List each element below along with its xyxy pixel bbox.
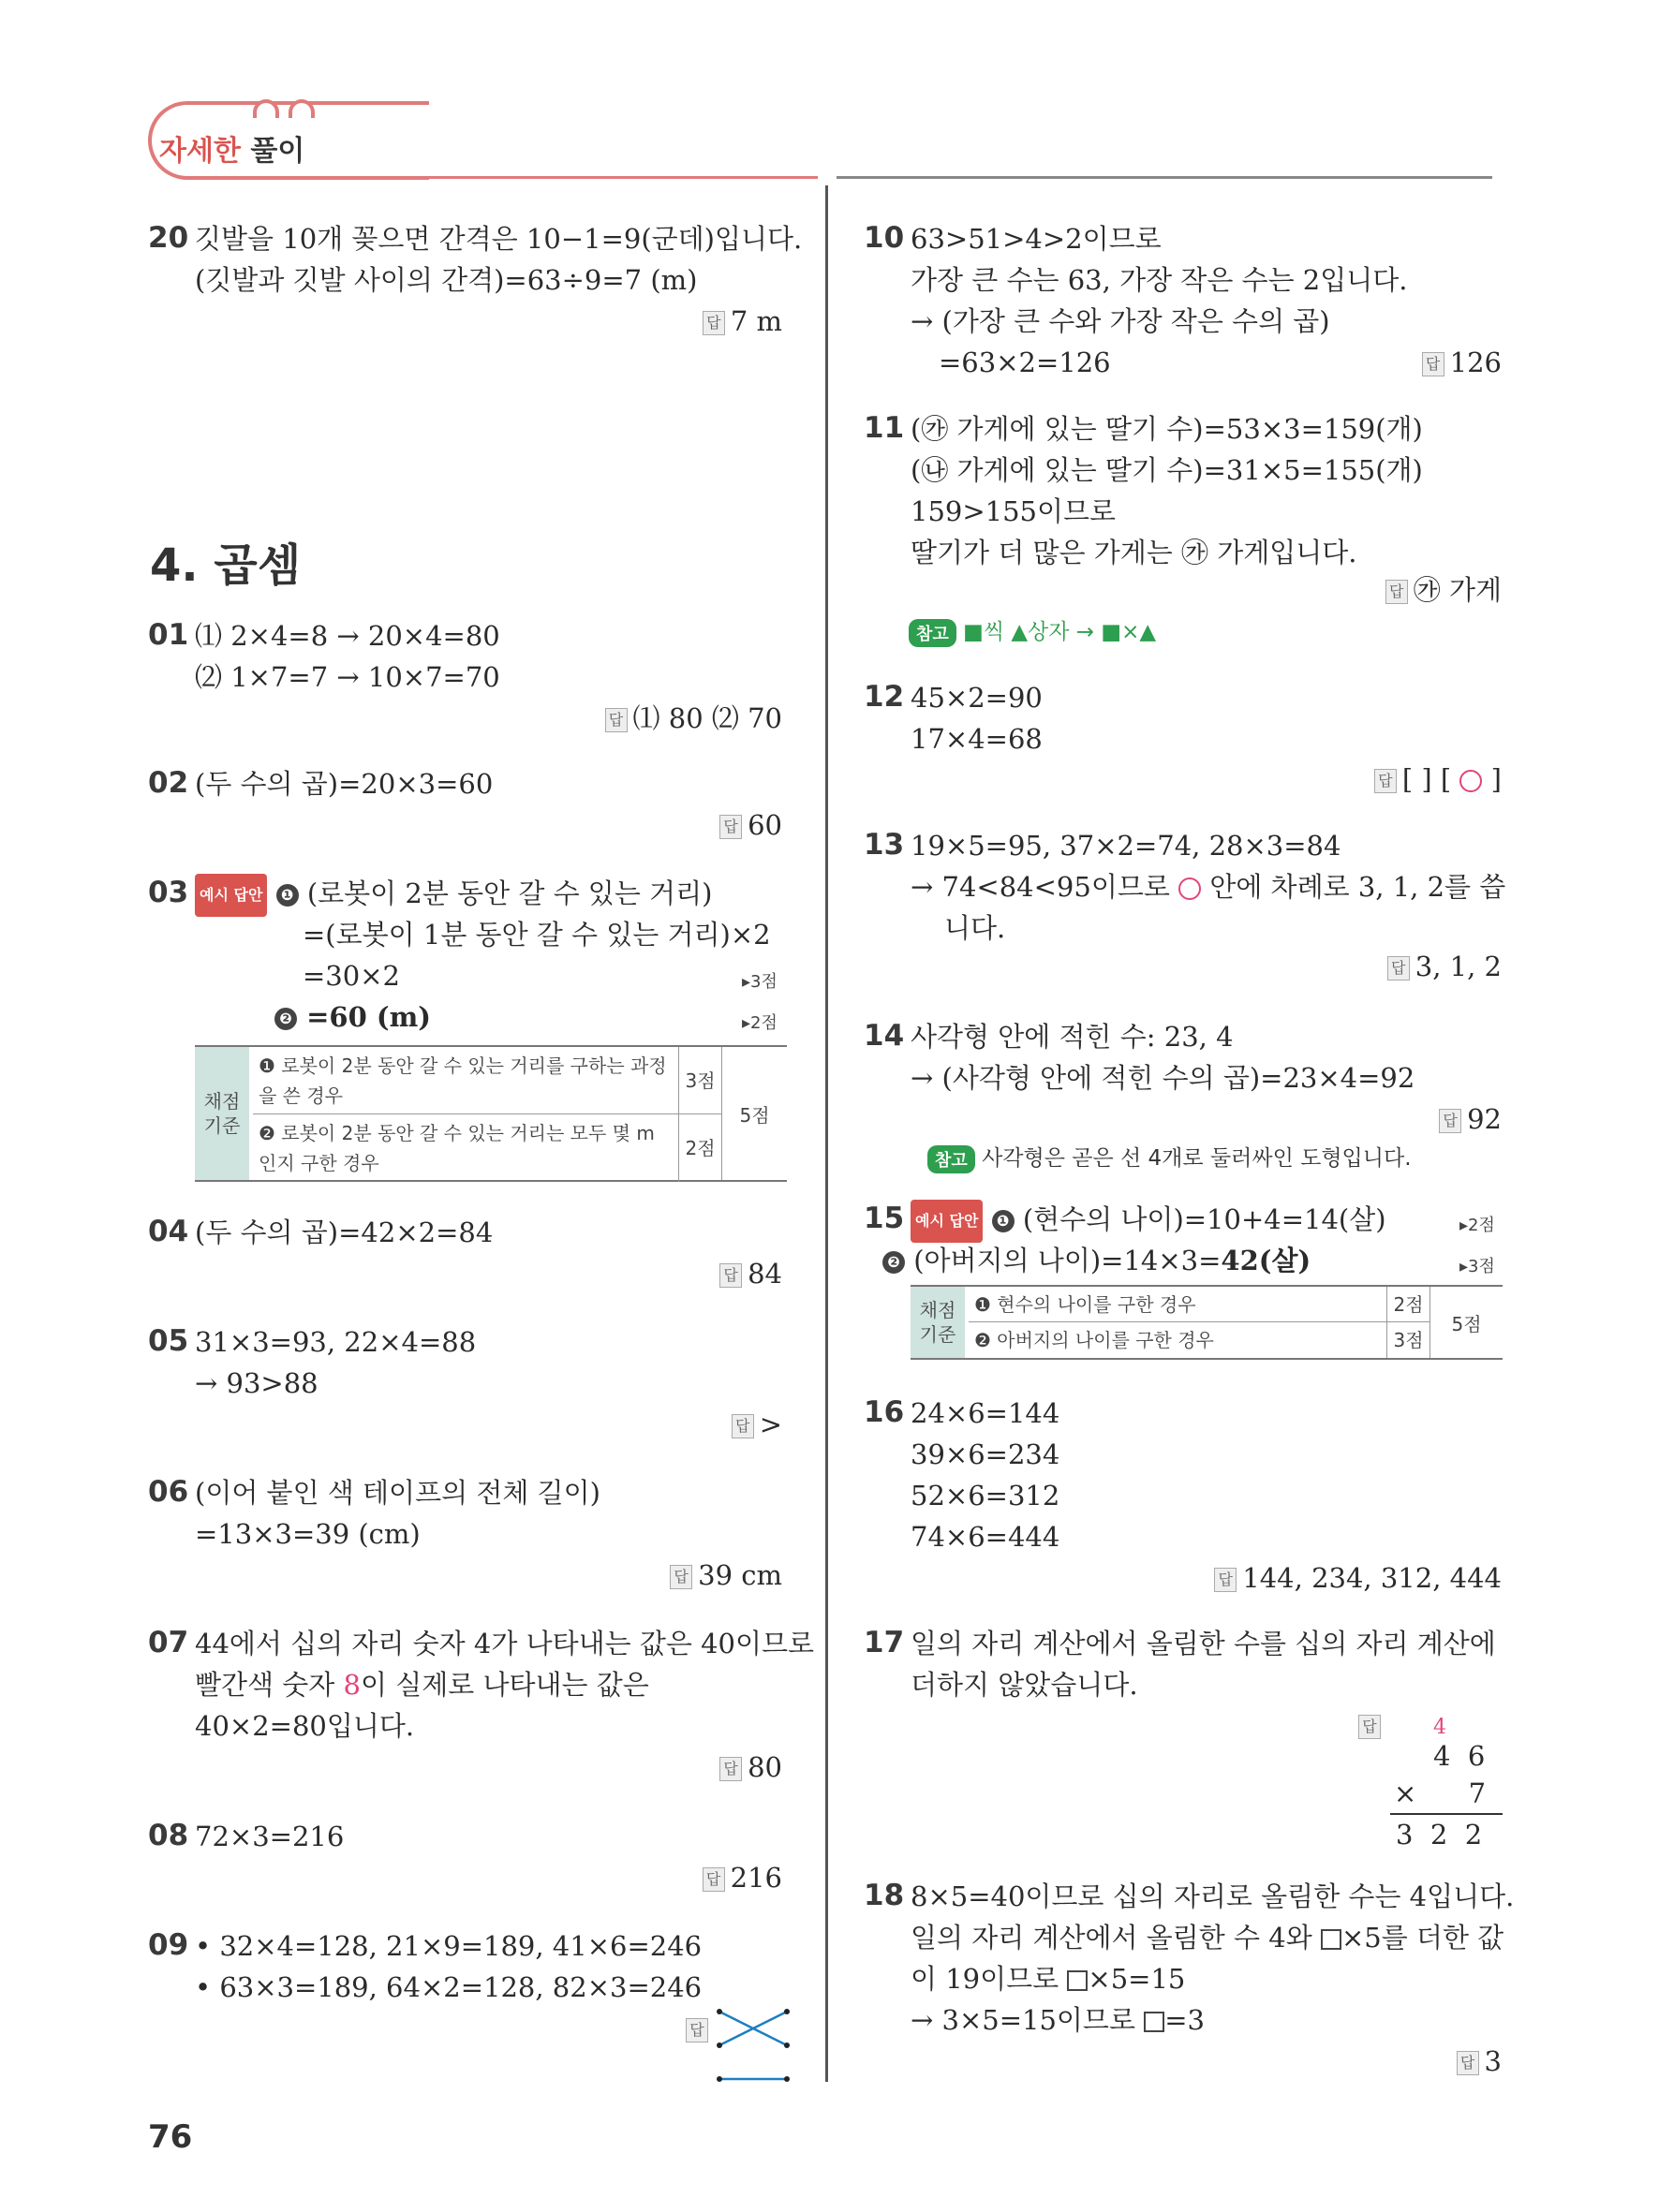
- section-title: 4. 곱셈: [150, 539, 302, 592]
- sum-rule: [1390, 1813, 1503, 1815]
- circle-mark-icon: [1459, 770, 1482, 792]
- blank-box-icon: [1144, 2012, 1164, 2032]
- scoring-table: 채점 기준 ❶ 현수의 나이를 구한 경우 ❷ 아버지의 나이를 구한 경우 2점 3점 5점: [911, 1285, 1503, 1360]
- answer: 답 ㉮ 가게: [1385, 569, 1502, 611]
- answer: 답 216: [703, 1857, 782, 1898]
- matching-lines-diagram: [712, 2004, 796, 2088]
- example-answer-badge: 예시 답안: [195, 874, 267, 917]
- circle-mark-icon: [1178, 877, 1201, 900]
- answer: 답 60: [719, 804, 782, 846]
- header-deco-icon: [289, 99, 315, 118]
- answer: 답 ⑴ 80 ⑵ 70: [605, 698, 782, 739]
- answer: 답 92: [1439, 1099, 1502, 1140]
- header-rule-right: [837, 176, 1492, 179]
- example-answer-badge: 예시 답안: [911, 1200, 983, 1243]
- answer: 답: [1358, 1704, 1386, 1746]
- answer: 답 3, 1, 2: [1387, 946, 1502, 987]
- answer: 답 39 cm: [670, 1555, 782, 1596]
- column-divider: [825, 185, 828, 2082]
- blank-box-icon: [1067, 1970, 1088, 1991]
- answer: 답 126: [1422, 342, 1502, 383]
- answer: 답 7 m: [703, 301, 782, 342]
- page-number: 76: [148, 2118, 193, 2156]
- answer: 답: [686, 2008, 714, 2049]
- answer: 답 [ ] [ ]: [1374, 759, 1502, 800]
- blank-box-icon: [1321, 1929, 1341, 1950]
- header-deco-icon: [253, 99, 279, 118]
- answer: 답 84: [719, 1253, 782, 1294]
- header-rule: [426, 176, 818, 179]
- answer: 답 80: [719, 1747, 782, 1788]
- header-title: 자세한 풀이: [159, 135, 305, 168]
- answer: 답 >: [732, 1404, 782, 1445]
- answer: 답 144, 234, 312, 444: [1214, 1557, 1502, 1599]
- note: 참고 ■씩 ▲상자 → ■×▲: [909, 614, 1156, 647]
- scoring-table: 채점 기준 ❶ 로봇이 2분 동안 갈 수 있는 거리를 구하는 과정을 쓴 경우 ❷ 로봇이 2분 동안 갈 수 있는 거리는 모두 몇 m인지 구한 경우 3점 2점 5점: [195, 1045, 787, 1182]
- note: 참고 사각형은 곧은 선 4개로 둘러싸인 도형입니다.: [927, 1141, 1412, 1173]
- answer: 답 3: [1457, 2041, 1502, 2082]
